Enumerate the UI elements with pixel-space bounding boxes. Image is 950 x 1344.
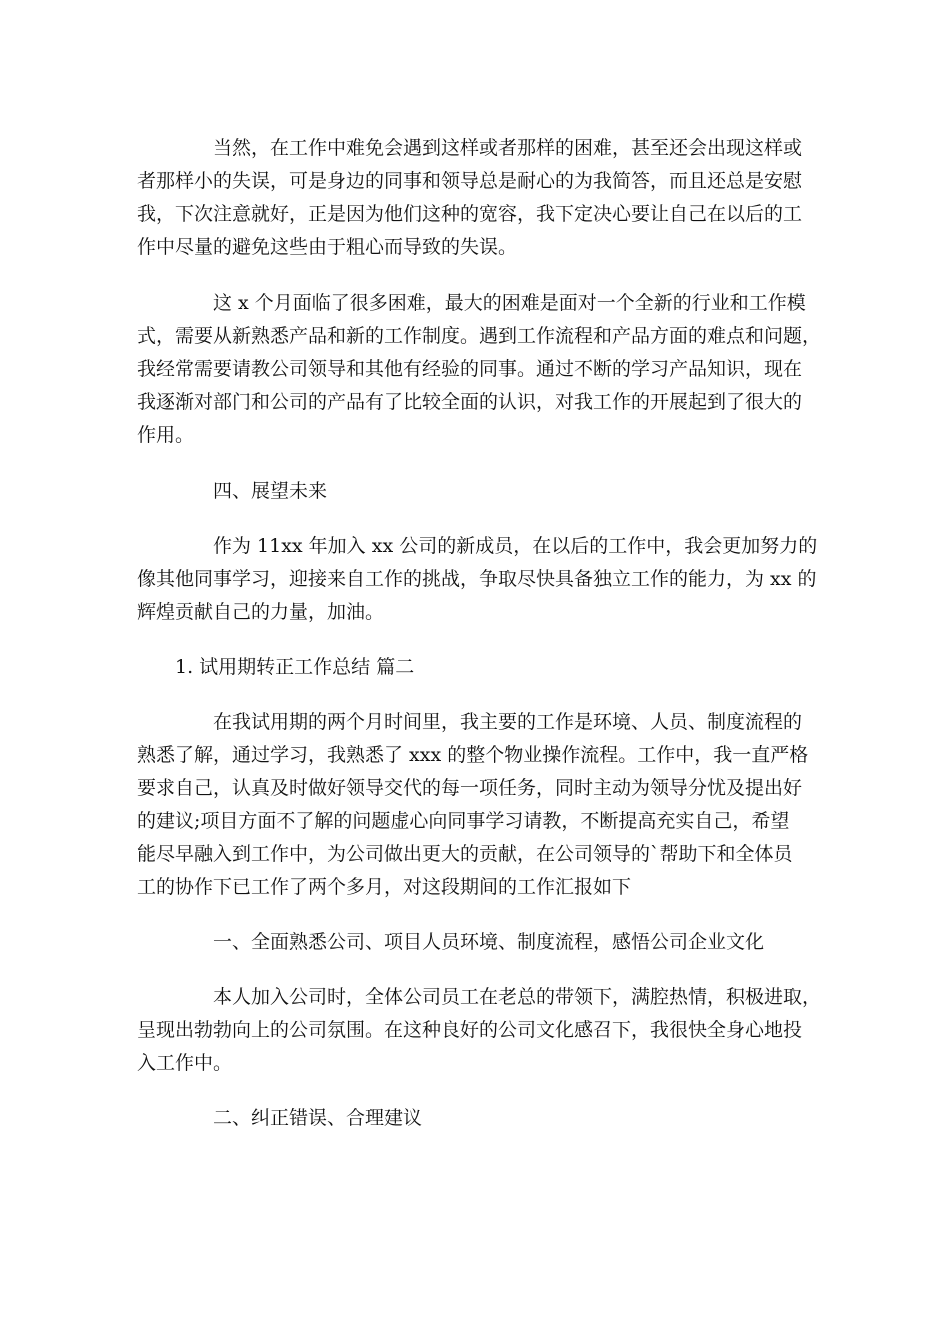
text-line: 者那样小的失误，可是身边的同事和领导总是耐心的为我简答，而且还总是安慰: [137, 170, 803, 192]
text-line: 工的协作下已工作了两个多月，对这段期间的工作汇报如下: [137, 876, 632, 898]
text-line: 我，下次注意就好，正是因为他们这种的宽容，我下定决心要让自己在以后的工: [137, 203, 803, 225]
text-line: 像其他同事学习，迎接来自工作的挑战，争取尽快具备独立工作的能力，为 xx 的: [137, 568, 817, 590]
section-heading-outlook: 四、展望未来: [213, 480, 328, 502]
text-line: 在我试用期的两个月时间里，我主要的工作是环境、人员、制度流程的: [213, 711, 803, 733]
text-line: 作为 11xx 年加入 xx 公司的新成员，在以后的工作中，我会更加努力的: [213, 535, 818, 557]
section-heading-familiarize: 一、全面熟悉公司、项目人员环境、制度流程，感悟公司企业文化: [213, 931, 765, 953]
text-line: 本人加入公司时，全体公司员工在老总的带领下，满腔热情，积极进取，: [213, 986, 822, 1008]
text-line: 作用。: [137, 424, 195, 446]
text-line: 熟悉了解，通过学习，我熟悉了 xxx 的整个物业操作流程。工作中，我一直严格: [137, 744, 809, 766]
text-line: 作中尽量的避免这些由于粗心而导致的失误。: [137, 236, 518, 258]
text-line: 这 x 个月面临了很多困难，最大的困难是面对一个全新的行业和工作模: [213, 292, 806, 314]
text-line: 能尽早融入到工作中，为公司做出更大的贡献，在公司领导的`帮助下和全体员: [137, 843, 793, 865]
text-line: 入工作中。: [137, 1052, 233, 1074]
text-line: 我经常需要请教公司领导和其他有经验的同事。通过不断的学习产品知识，现在: [137, 358, 803, 380]
text-line: 式，需要从新熟悉产品和新的工作制度。遇到工作流程和产品方面的难点和问题，: [137, 325, 822, 347]
text-line: 辉煌贡献自己的力量，加油。: [137, 601, 385, 623]
text-line: 呈现出勃勃向上的公司氛围。在这种良好的公司文化感召下，我很快全身心地投: [137, 1019, 803, 1041]
text-line: 的建议;项目方面不了解的问题虚心向同事学习请教，不断提高充实自己，希望: [137, 810, 790, 832]
section-heading-corrections: 二、纠正错误、合理建议: [213, 1107, 423, 1129]
article-title-part-two: 1. 试用期转正工作总结 篇二: [175, 656, 415, 678]
text-line: 当然，在工作中难免会遇到这样或者那样的困难，甚至还会出现这样或: [213, 137, 803, 159]
text-line: 我逐渐对部门和公司的产品有了比较全面的认识，对我工作的开展起到了很大的: [137, 391, 803, 413]
text-line: 要求自己，认真及时做好领导交代的每一项任务，同时主动为领导分忧及提出好: [137, 777, 803, 799]
